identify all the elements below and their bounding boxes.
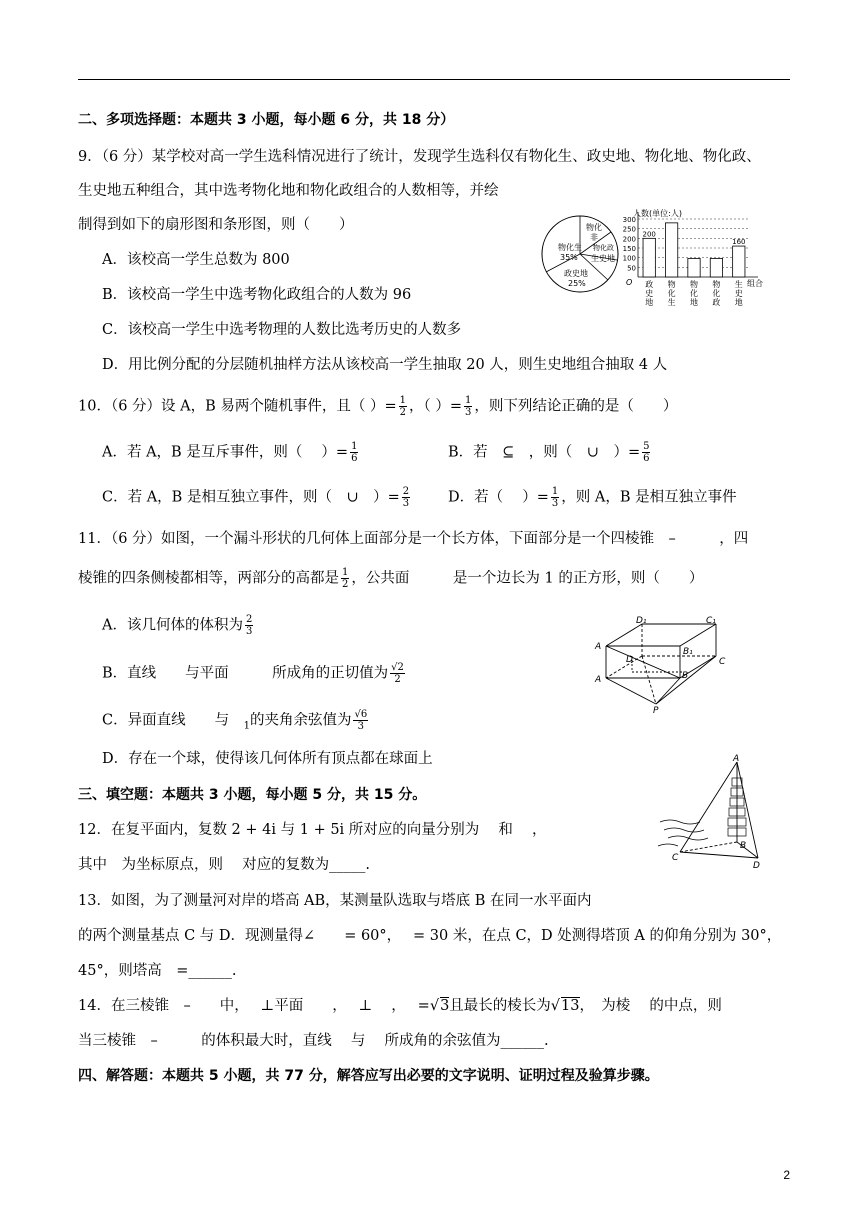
frac-den: 6 (643, 453, 650, 464)
bar-category-label: 地 (645, 298, 654, 307)
q13-line2: 的两个测量基点 C 与 D．现测量得∠ = 60°， = 30 米，在点 C，D 处测得塔顶 A 的仰角分别为 30°， (78, 928, 782, 944)
q11-c-text: C．异面直线 与 (102, 712, 244, 729)
bar-ytick-label: 150 (622, 245, 636, 253)
bar (733, 246, 745, 277)
fig-label: A (595, 675, 602, 685)
q9-option-a: A．该校高一学生总数为 800 (102, 252, 290, 268)
frac-num: 1 (342, 567, 349, 578)
bar-xlabel: 组合 (747, 279, 763, 288)
q10-stem-a: 10．（6 分）设 A，B 易两个随机事件，且（ ）= (78, 398, 397, 415)
q10-b-text: B．若 ⊆ ，则（ ∪ ）= (448, 444, 641, 461)
bar (643, 238, 655, 277)
bar-ylabel: 人数(单位:人) (633, 209, 682, 218)
q11-option-d: D．存在一个球，使得该几何体所有顶点都在球面上 (102, 751, 433, 767)
bar (688, 258, 700, 277)
frac-num: 1 (399, 395, 407, 406)
bar-ytick-label: 50 (627, 264, 636, 273)
page-number: 2 (783, 1168, 790, 1182)
q11-a-frac (245, 614, 253, 637)
q11-stem-b: ，公共面 是一个边长为 1 的正方形，则（ ） (351, 570, 704, 587)
frac-num: √2 (391, 662, 404, 673)
frac-num: √6 (354, 709, 368, 720)
fig-label: B (682, 671, 689, 681)
bar-category-label: 史 (734, 289, 743, 298)
bar (665, 223, 677, 277)
q10-option-d (448, 486, 737, 509)
pie-label-extra-1: 物化 (586, 223, 602, 232)
bar-category-label: 物 (690, 280, 698, 289)
q10-stem-b: ，（ ）= (409, 398, 463, 415)
q9-option-c: C．该校高一学生中选考物理的人数比选考历史的人数多 (102, 322, 462, 338)
q13-tower-figure (658, 752, 768, 870)
q14-text-b: 且最长的棱长为 (449, 998, 551, 1014)
pie-label-extra-2: 非 (590, 233, 598, 242)
q11-option-c (102, 709, 370, 737)
fig-label: B (740, 841, 747, 851)
bar-category-label: 政 (645, 280, 654, 289)
fig-label: P (653, 706, 659, 716)
q12-line2: 其中 为坐标原点，则 对应的复数为_____. (78, 857, 370, 873)
pie-label-extra-3: 物化政 (593, 244, 614, 252)
bar-category-label: 政 (712, 298, 721, 307)
bar-origin: O (626, 278, 633, 287)
q10-frac-2 (464, 395, 472, 418)
pie-pct-zhengshidi: 25% (568, 279, 586, 288)
fig-label: C₁ (706, 616, 716, 626)
q11-stem-line1: 11．（6 分）如图，一个漏斗形状的几何体上面部分是一个长方体，下面部分是一个四棱锥 – ，四 (78, 531, 749, 547)
bar-category-label: 物 (667, 280, 676, 289)
q11-c-frac (353, 709, 368, 732)
bar-category-label: 物 (712, 280, 721, 289)
fig-label: C (719, 657, 726, 667)
q9-stem-line2: 生史地五种组合，其中选考物化地和物化政组合的人数相等，并绘 (78, 183, 499, 199)
q10-a-frac (350, 441, 358, 464)
frac-den: 2 (342, 579, 349, 590)
frac-num: 5 (643, 441, 650, 452)
fig-label: D₁ (636, 616, 647, 626)
sqrt-sign: √ (429, 998, 440, 1014)
q9-option-d: D．用比例分配的分层随机抽样方法从该校高一学生抽取 20 人，则生史地组合抽取 4 人 (102, 357, 668, 373)
bar-data-label: 160 (732, 238, 746, 247)
q9-option-b: B．该校高一学生中选考物化政组合的人数为 96 (102, 287, 412, 303)
frac-den: 3 (402, 498, 410, 509)
fig-label: A (733, 754, 740, 764)
bar-category-label: 地 (690, 298, 698, 307)
q10-option-b (448, 441, 652, 464)
pie-chart (540, 214, 620, 294)
bar-category-label: 生 (667, 298, 676, 307)
frac-num: 1 (465, 395, 472, 406)
bar-category-label: 生 (734, 280, 743, 289)
bar-category-label: 史 (645, 289, 654, 298)
q9-stem-line3: 制得到如下的扇形图和条形图，则（ ） (78, 217, 354, 233)
q10-b-frac (642, 441, 650, 464)
section-heading-4: 四、解答题：本题共 5 小题，共 77 分，解答应写出必要的文字说明、证明过程及验算步骤。 (78, 1068, 659, 1084)
q10-d-text2: ，则 A，B 是相互独立事件 (561, 489, 737, 506)
bar-data-label: 200 (642, 230, 656, 239)
q10-c-text: C．若 A，B 是相互独立事件，则（ ∪ ）= (102, 489, 400, 506)
q14-text-c: ， 为棱 的中点，则 (579, 998, 722, 1014)
fig-label: D (626, 655, 633, 665)
frac-num: 2 (245, 614, 253, 625)
bar-category-label: 化 (712, 289, 721, 298)
q10-a-text: A．若 A，B 是互斥事件，则（ ）= (102, 444, 349, 461)
frac-den: 3 (357, 721, 365, 732)
bar-ytick-label: 100 (622, 254, 636, 263)
q11-stem-line2 (78, 567, 703, 590)
fig-label: B₁ (683, 647, 693, 657)
q10-option-a (102, 441, 360, 464)
bar-ytick-label: 250 (622, 225, 636, 234)
q11-figure (592, 616, 732, 714)
q10-d-frac (551, 486, 559, 509)
q9-stem-line1: 9．（6 分）某学校对高一学生选科情况进行了统计，发现学生选科仅有物化生、政史地、物化地、物化政、 (78, 149, 761, 165)
bar (710, 258, 722, 277)
section-heading-2: 二、多项选择题：本题共 3 小题，每小题 6 分，共 18 分） (78, 112, 455, 128)
top-rule (78, 79, 790, 80)
frac-num: 1 (351, 441, 358, 452)
frac-den: 3 (465, 407, 472, 418)
pie-pct-wuhuasheng: 35% (560, 253, 578, 262)
q11-a-text: A．该几何体的体积为 (102, 617, 243, 634)
bar-chart (622, 210, 772, 310)
bar-category-label: 化 (667, 289, 676, 298)
pie-label-wuhuasheng: 物化生 (558, 243, 582, 252)
q10-stem-c: ，则下列结论正确的是（ ） (474, 398, 678, 415)
q10-frac-1 (399, 395, 407, 418)
q11-c-sub: 1 (243, 720, 250, 732)
frac-num: 2 (402, 486, 410, 497)
q10-c-frac (402, 486, 410, 509)
q12-line1: 12．在复平面内，复数 2 + 4i 与 1 + 5i 所对应的向量分别为 和 ， (78, 822, 547, 838)
q14-sqrt13: 13 (561, 998, 580, 1014)
q14-text-a: 14．在三棱锥 – 中， ⊥平面 ， ⊥ ， = (78, 998, 430, 1014)
q13-line1: 13．如图，为了测量河对岸的塔高 AB，某测量队选取与塔底 B 在同一水平面内 (78, 893, 592, 909)
q11-b-text: B．直线 与平面 所成角的正切值为 (102, 665, 389, 682)
bar-category-label: 化 (690, 289, 698, 298)
pie-label-zhengshidi: 政史地 (564, 269, 588, 278)
frac-den: 2 (394, 674, 401, 685)
q11-option-a (102, 614, 255, 637)
frac-den: 3 (551, 498, 559, 509)
q14-line2: 当三棱锥 – 的体积最大时，直线 与 所成角的余弦值为______. (78, 1033, 549, 1049)
bar-ytick-label: 200 (622, 235, 636, 244)
frac-den: 3 (245, 626, 253, 637)
frac-den: 2 (399, 407, 407, 418)
q11-b-frac (390, 662, 405, 685)
q11-frac-h (341, 567, 349, 590)
q11-stem-a: 棱锥的四条侧棱都相等，两部分的高都是 (78, 570, 339, 587)
bar-ytick-label: 300 (622, 216, 636, 224)
q10-stem (78, 395, 677, 418)
q11-c-text2: 的夹角余弦值为 (249, 712, 352, 729)
fig-label: C (672, 853, 679, 863)
frac-den: 6 (351, 453, 358, 464)
sqrt-sign: √ (550, 998, 561, 1014)
fig-label: D (753, 861, 760, 871)
q10-d-text: D．若（ ）= (448, 489, 549, 506)
q13-line3: 45°，则塔高 =______. (78, 963, 237, 979)
bar-category-label: 地 (734, 298, 743, 307)
q11-option-b (102, 662, 407, 685)
q14-sqrt3: 3 (440, 998, 450, 1014)
pie-label-shengshidi: 生史地 (591, 254, 615, 263)
fig-label: A (595, 642, 602, 652)
q14-line1 (78, 995, 722, 1017)
frac-num: 1 (551, 486, 559, 497)
q10-option-c (102, 486, 412, 509)
section-heading-3: 三、填空题：本题共 3 小题，每小题 5 分，共 15 分。 (78, 787, 427, 803)
